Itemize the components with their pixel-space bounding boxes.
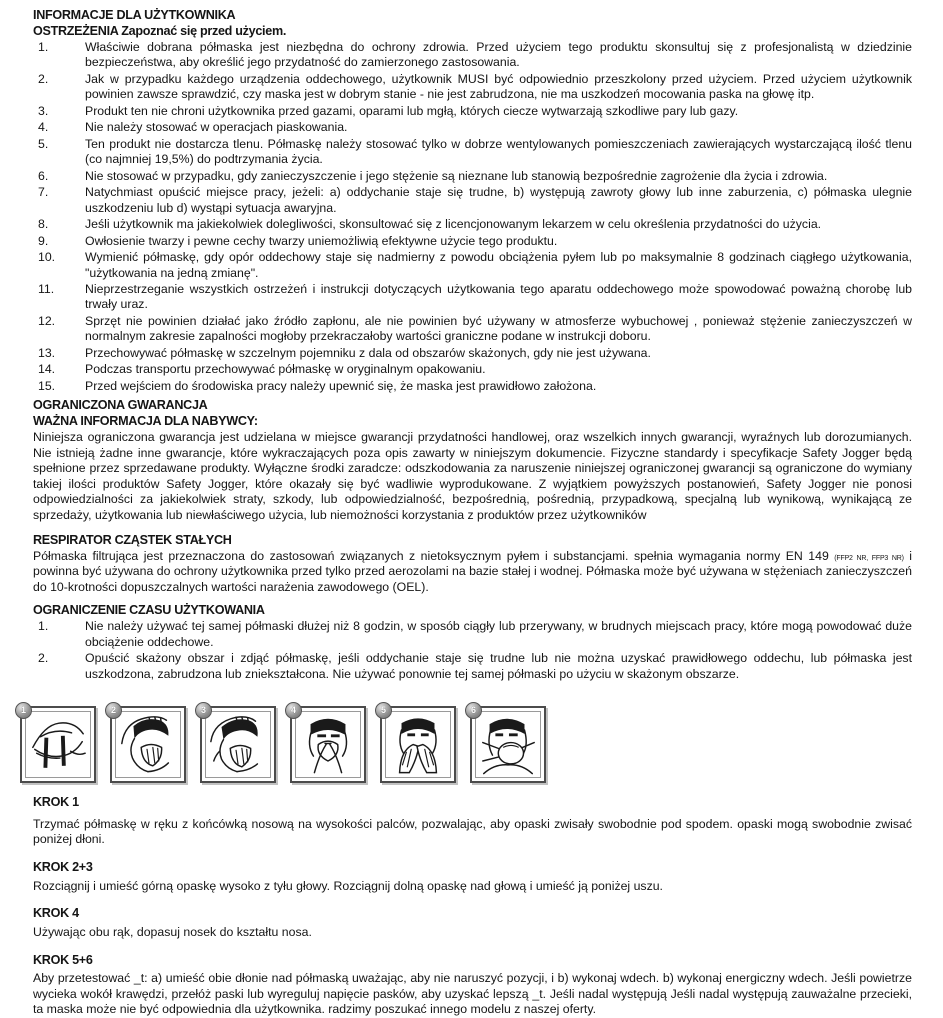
warning-text: Ten produkt nie dostarcza tlenu. Półmaskę należy stosować tylko w dobrze wentylowanych pomieszczeniach zawierających wystarczającą ilość tlenu (co najmniej 19,5%) do podtrzymania życia. <box>85 136 912 167</box>
warning-number: 1. <box>38 39 49 54</box>
warning-text: Jak w przypadku każdego urządzenia oddechowego, użytkownik MUSI być odpowiednio przeszkolony przed użyciem. Przed użyciem użytkownik powinien zawsze sprawdzić, czy maska jest w dobrym stanie - nie jest zabrudzona, nie ma uszkodzeń mocowania paska na głowę itp. <box>85 71 912 102</box>
respirator-body-start: Półmaska filtrująca jest przeznaczona do zastosowań związanych z nietoksycznym pyłem i substancjami. spełnia wymagania normy EN 149 <box>33 548 835 563</box>
time-limit-number: 1. <box>38 619 49 634</box>
krok-2-3-body: Rozciągnij i umieść górną opaskę wysoko z tyłu głowy. Rozciągnij dolną opaskę nad głową i umieść ją poniżej uszu. <box>33 878 663 893</box>
respirator-fine-print: (FFP2 NR, FFP3 NR) <box>834 554 904 562</box>
warning-number: 6. <box>38 168 49 183</box>
section-time-limit <box>33 603 912 682</box>
step-figure-2 <box>110 706 186 783</box>
warning-text: Natychmiast opuścić miejsce pracy, jeżeli: a) oddychanie staje się trudne, b) występują zawroty głowy lub inne zaburzenia, c) półmaska ulegnie uszkodzeniu lub d) wystąpi sytuacja awaryjna. <box>85 185 912 215</box>
time-limit-text: Nie należy używać tej samej półmaski dłużej niż 8 godzin, w sposób ciągły lub przerywany, w brudnych miejscach pracy, które mogą powodować duże obciążenie oddechowe. <box>85 619 912 649</box>
respirator-body-end: i powinna być używana do ochrony użytkownika przed tylko przed aerozolami na bazie stałej i wodnej. Półmaska może być używana w stężeniach zanieczyszczeń do 10-krotności dopuszczalnych wartości narażenia zawodowego (OEL). <box>33 548 912 594</box>
warning-item <box>38 72 912 103</box>
warning-text: Produkt ten nie chroni użytkownika przed gazami, oparami lub mgłą, których ciecze wytwarzają szkodliwe pary lub gazy. <box>85 103 739 118</box>
warnings-list <box>33 40 912 395</box>
warning-text: Sprzęt nie powinien działać jako źródło zapłonu, ale nie powinien być używany w atmosferze wybuchowej , ponieważ stężenie zanieczyszczeń w normalnym zakresie zapalności mogłoby przekraczałoby wartości graniczne podane w instrukcji doboru. <box>85 313 912 344</box>
warning-item <box>38 120 912 135</box>
time-limit-list <box>33 619 912 682</box>
respirator-body <box>33 549 912 595</box>
step-number-badge: 6 <box>465 702 482 719</box>
warning-number: 14. <box>38 362 56 377</box>
warranty-subtitle: WAŻNA INFORMACJA DLA NABYWCY: <box>33 414 258 429</box>
warning-item <box>38 234 912 249</box>
warning-number: 4. <box>38 120 49 135</box>
krok-5-6-body: Aby przetestować _t: a) umieść obie dłonie nad półmaską uważając, aby nie naruszyć pozycji, i b) wykonaj wdech. b) wykonaj energiczny wdech. Jeśli powietrze wycieka wokół krawędzi, przełóż paski lub wyreguluj napięcie pasków, aby uzyskać lepszą _t. Jeśli nadal występują Jeśli nadal występują zauważalne przecieki, ta maska może nie być odpowiednia dla użytkownika. radzimy poszukać innego modelu z naszej oferty. <box>33 971 912 1017</box>
time-limit-text: Opuścić skażony obszar i zdjąć półmaskę, jeśli oddychanie staje się trudne lub nie można uzyskać prawidłowego oddechu, lub półmaska jest uszkodzona, zabrudzona lub zniekształcona. Nie używać ponownie tej samej półmaski po użyciu w skażonym obszarze. <box>85 651 912 681</box>
step-figure-3 <box>200 706 276 783</box>
step-number-badge: 4 <box>285 702 302 719</box>
warning-item <box>38 40 912 71</box>
warning-number: 7. <box>38 185 49 200</box>
warning-text: Przechowywać półmaskę w szczelnym pojemniku z dala od obszarów skażonych, gdy nie jest używana. <box>85 345 651 360</box>
section-user-info <box>33 8 912 394</box>
warning-number: 3. <box>38 103 49 118</box>
step-figure-6 <box>470 706 546 783</box>
donning-steps-figure-row <box>20 706 912 783</box>
mask-worn-icon <box>476 712 540 777</box>
warning-number: 15. <box>38 378 56 393</box>
section-respirator <box>33 533 912 595</box>
warning-number: 8. <box>38 217 49 232</box>
warnings-subtitle: OSTRZEŻENIA Zapoznać się przed użyciem. <box>33 23 287 38</box>
warning-item <box>38 362 912 377</box>
warning-item <box>38 282 912 313</box>
step-number-badge: 3 <box>195 702 212 719</box>
section-warranty <box>33 398 912 523</box>
strap-over-head-icon <box>116 712 180 777</box>
warning-item <box>38 217 912 232</box>
warning-text: Wymienić półmaskę, gdy opór oddechowy staje się nadmierny z powodu obciążenia pyłem lub po maksymalnie 8 godzinach ciągłego użytkowania, "użytkowania na jedną zmianę". <box>85 250 912 280</box>
step-number-badge: 2 <box>105 702 122 719</box>
warning-text: Przed wejściem do środowiska pracy należy upewnić się, że maska jest prawidłowo założona. <box>85 378 597 393</box>
time-limit-number: 2. <box>38 651 49 666</box>
step-figure-4 <box>290 706 366 783</box>
warning-number: 10. <box>38 250 56 265</box>
warning-item <box>38 379 912 394</box>
pinch-noseclip-icon <box>296 712 360 777</box>
section-krok-5-6 <box>33 953 912 1018</box>
step-figure-1 <box>20 706 96 783</box>
warning-item <box>38 137 912 168</box>
warning-text: Owłosienie twarzy i pewne cechy twarzy uniemożliwią efektywne użycie tego produktu. <box>85 233 558 248</box>
krok-1-title: KROK 1 <box>33 795 79 810</box>
warning-number: 12. <box>38 313 56 328</box>
section-krok-1 <box>33 795 912 848</box>
krok-2-3-title: KROK 2+3 <box>33 859 93 874</box>
lower-strap-icon <box>206 712 270 777</box>
warning-text: Nie stosować w przypadku, gdy zanieczyszczenie i jego stężenie są nieznane lub stanowią bezpośrednie zagrożenie dla życia i zdrowia. <box>85 168 828 183</box>
page-title: INFORMACJE DLA UŻYTKOWNIKA <box>33 8 236 22</box>
warning-number: 5. <box>38 136 49 151</box>
warning-text: Podczas transportu przechowywać półmaskę w oryginalnym opakowaniu. <box>85 362 486 377</box>
warning-text: Jeśli użytkownik ma jakiekolwiek dolegliwości, skonsultować się z licencjonowanym lekarzem w celu określenia przydatności do użycia. <box>85 217 822 232</box>
krok-4-title: KROK 4 <box>33 906 79 921</box>
mask-in-hand-icon <box>26 712 90 777</box>
section-krok-2-3 <box>33 860 912 894</box>
time-limit-title: OGRANICZENIE CZASU UŻYTKOWANIA <box>33 603 265 618</box>
warning-item <box>38 314 912 345</box>
step-number-badge: 1 <box>15 702 32 719</box>
warning-text: Właściwie dobrana półmaska jest niezbędna do ochrony zdrowia. Przed użyciem tego produktu skonsultuj się z profesjonalistą w dziedzinie bezpieczeństwa, aby określić jego przydatność do zamierzonego zastosowania. <box>85 39 912 70</box>
warning-item <box>38 169 912 184</box>
krok-1-body: Trzymać półmaskę w ręku z końcówką nosową na wysokości palców, pozwalając, aby opaski zwisały swobodnie pod spodem. opaski mogą swobodnie zwisać poniżej dłoni. <box>33 816 912 847</box>
warranty-body: Niniejsza ograniczona gwarancja jest udzielana w miejsce gwarancji przydatności handlowej, oraz wszelkich innych gwarancji, wyraźnych lub dorozumianych. Nie istnieją żadne inne gwarancje, które wykraczających poza opis zawarty w niniejszym dokumencie. Fizyczne standardy i specyfikacje Safety Jogger będą spełnione przez sprzedawane produkty. Wyłączne środki zaradcze: odszkodowania za naruszenie niniejszej ograniczonej gwarancji są ograniczone do wymiany takiej ilości produktów Safety Jogger, które okazały się być wadliwie wyprodukowane. Z wyjątkiem powyższych postanowień, Safety Jogger nie ponosi odpowiedzialności za jakiekolwiek straty, szkody, lub odpowiedzialność, bezpośrednią, pośrednią, przypadkową, specjalną lub wynikową, wynikającą ze sprzedaży, użytkowania lub niewłaściwego użycia, lub niemożności korzystania z produktów przez użytkowników <box>33 430 912 522</box>
section-krok-4 <box>33 906 912 940</box>
warning-item <box>38 185 912 216</box>
warning-number: 2. <box>38 71 49 86</box>
warning-number: 13. <box>38 345 56 360</box>
krok-4-body: Używając obu rąk, dopasuj nosek do kształtu nosa. <box>33 925 312 940</box>
warning-number: 11. <box>38 281 55 296</box>
step-figure-5 <box>380 706 456 783</box>
warning-number: 9. <box>38 233 49 248</box>
time-limit-item <box>38 619 912 650</box>
warning-item <box>38 346 912 361</box>
seal-check-hands-icon <box>386 712 450 777</box>
krok-5-6-title: KROK 5+6 <box>33 952 93 967</box>
warning-text: Nieprzestrzeganie wszystkich ostrzeżeń i instrukcji dotyczących użytkowania tego aparatu oddechowego może spowodować poważną chorobę lub trwały uraz. <box>85 281 912 312</box>
warning-text: Nie należy stosować w operacjach piaskowania. <box>85 120 348 135</box>
step-number-badge: 5 <box>375 702 392 719</box>
warning-item <box>38 104 912 119</box>
respirator-title: RESPIRATOR CZĄSTEK STAŁYCH <box>33 533 232 547</box>
time-limit-item <box>38 651 912 682</box>
warning-item <box>38 250 912 281</box>
warranty-title: OGRANICZONA GWARANCJA <box>33 398 208 413</box>
